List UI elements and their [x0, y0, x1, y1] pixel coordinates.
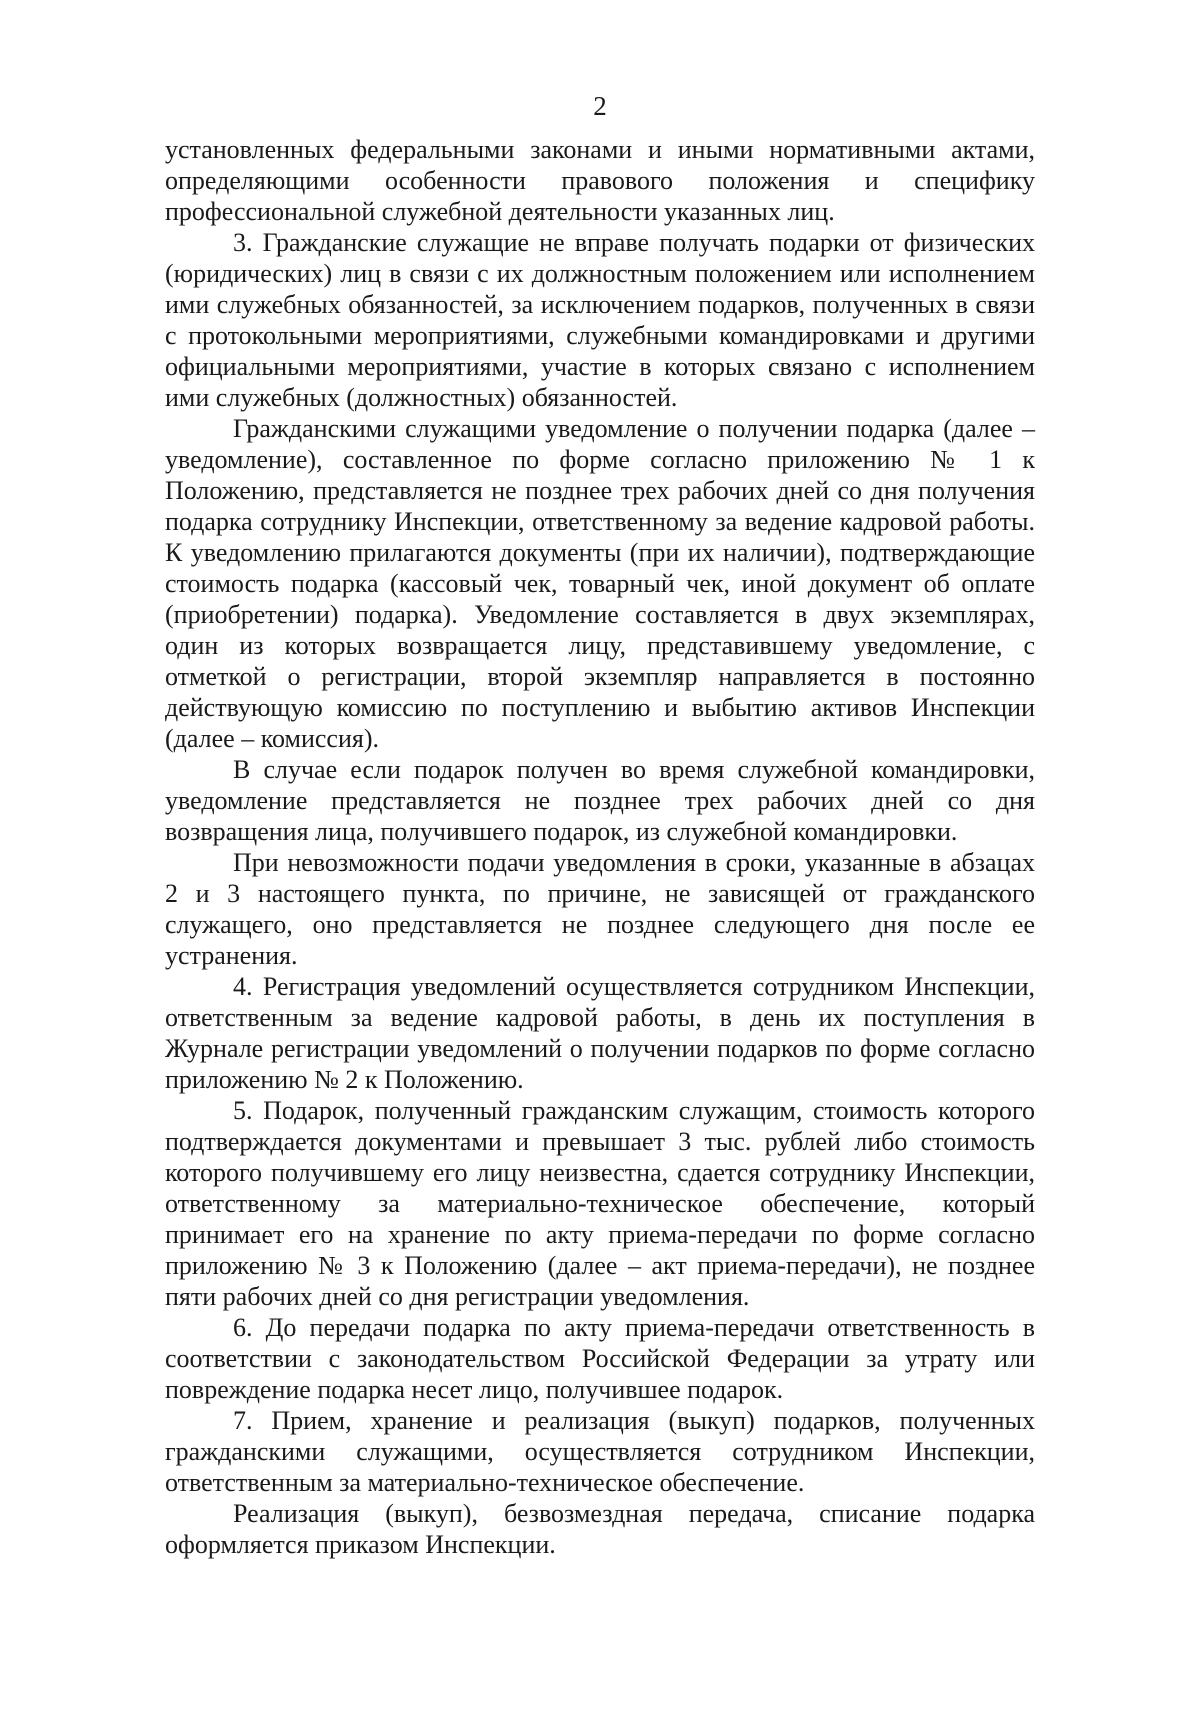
page-number: 2 [593, 91, 607, 121]
document-body [165, 134, 1035, 1560]
paragraph-item-6: 6. До передачи подарка по акту приема-передачи ответственность в соответствии с законодательством Российской Федерации за утрату или повреждение подарка несет лицо, получившее подарок. [165, 1313, 1035, 1404]
paragraph-impossibility: При невозможности подачи уведомления в сроки, указанные в абзацах 2 и 3 настоящего пункта, по причине, не зависящей от гражданского служащего, оно представляется не позднее следующего дня после ее устранения. [165, 848, 1035, 970]
paragraph-continuation: установленных федеральными законами и иными нормативными актами, определяющими особенности правового положения и специфику профессиональной служебной деятельности указанных лиц. [165, 135, 1035, 226]
paragraph-sale-order: Реализация (выкуп), безвозмездная передача, списание подарка оформляется приказом Инспекции. [165, 1499, 1035, 1559]
paragraph-item-5: 5. Подарок, полученный гражданским служащим, стоимость которого подтверждается документами и превышает 3 тыс. рублей либо стоимость которого получившему его лицу неизвестна, сдается сотруднику Инспекции, ответственному за материально-техническое обеспечение, который принимает его на хранение по акту приема-передачи по форме согласно приложению № 3 к Положению (далее – акт приема-передачи), не позднее пяти рабочих дней со дня регистрации уведомления. [165, 1096, 1035, 1311]
paragraph-notification: Гражданскими служащими уведомление о получении подарка (далее – уведомление), составленное по форме согласно приложению № 1 к Положению, представляется не позднее трех рабочих дней со дня получения подарка сотруднику Инспекции, ответственному за ведение кадровой работы. К уведомлению прилагаются документы (при их наличии), подтверждающие стоимость подарка (кассовый чек, товарный чек, иной документ об оплате (приобретении) подарка). Уведомление составляется в двух экземплярах, один из которых возвращается лицу, представившему уведомление, с отметкой о регистрации, второй экземпляр направляется в постоянно действующую комиссию по поступлению и выбытию активов Инспекции (далее – комиссия). [165, 414, 1035, 753]
paragraph-item-4: 4. Регистрация уведомлений осуществляется сотрудником Инспекции, ответственным за ведение кадровой работы, в день их поступления в Журнале регистрации уведомлений о получении подарков по форме согласно приложению № 2 к Положению. [165, 972, 1035, 1094]
paragraph-business-trip: В случае если подарок получен во время служебной командировки, уведомление представляется не позднее трех рабочих дней со дня возвращения лица, получившего подарок, из служебной командировки. [165, 755, 1035, 846]
paragraph-item-3: 3. Гражданские служащие не вправе получать подарки от физических (юридических) лиц в связи с их должностным положением или исполнением ими служебных обязанностей, за исключением подарков, полученных в связи с протокольными мероприятиями, служебными командировками и другими официальными мероприятиями, участие в которых связано с исполнением ими служебных (должностных) обязанностей. [165, 228, 1035, 412]
paragraph-item-7: 7. Прием, хранение и реализация (выкуп) подарков, полученных гражданскими служащими, осуществляется сотрудником Инспекции, ответственным за материально-техническое обеспечение. [165, 1406, 1035, 1497]
